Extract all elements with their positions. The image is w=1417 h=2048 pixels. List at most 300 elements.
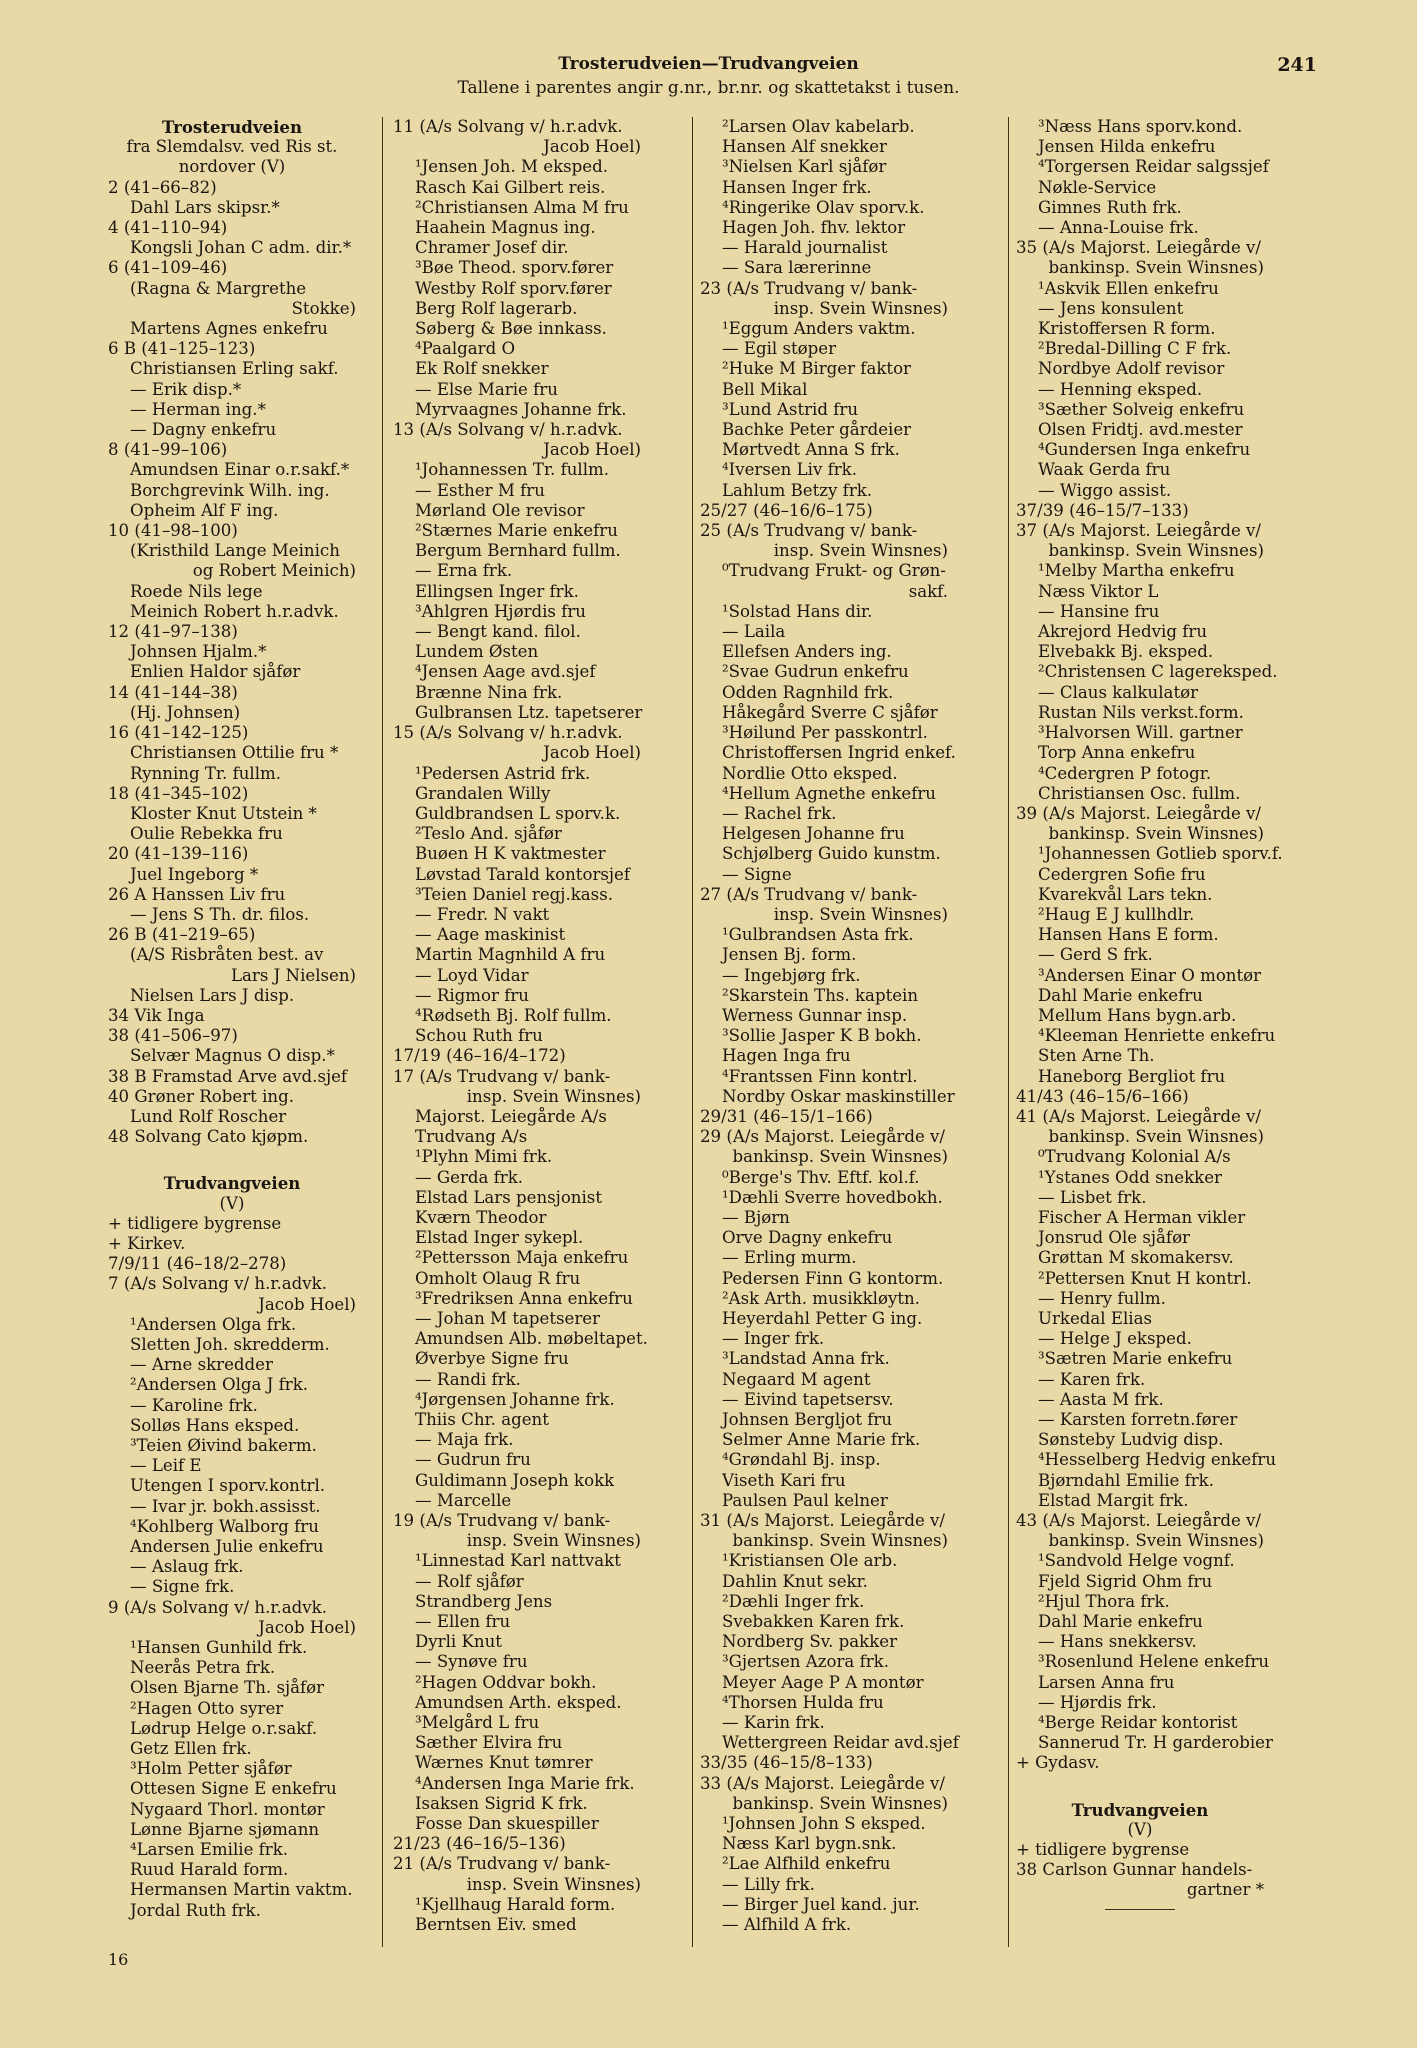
directory-line: 6 B (41–125–123) (108, 339, 256, 359)
directory-line: ¹Kristiansen Ole arb. (722, 1551, 898, 1571)
directory-line: ³Andersen Einar O montør (1038, 965, 1262, 985)
directory-line: Næss Karl bygn.snk. (722, 1834, 897, 1854)
directory-line: Borchgrevink Wilh. ing. (130, 480, 330, 500)
directory-line: Dahlin Knut sekr. (722, 1571, 868, 1591)
directory-line: ¹Ystanes Odd snekker (1038, 1167, 1222, 1187)
directory-line: 34 Vik Inga (108, 1005, 205, 1025)
directory-line: Jensen Hilda enkefru (1038, 137, 1216, 157)
directory-line: 35 (A/s Majorst. Leiegårde v/ (1016, 238, 1262, 258)
directory-line: nordover (V) (178, 157, 286, 177)
directory-line: Oulie Rebekka fru (130, 824, 283, 844)
directory-line: — Johan M tapetserer (415, 1308, 601, 1328)
directory-line: Bergum Bernhard fullm. (415, 541, 621, 561)
directory-line: Schjølberg Guido kunstm. (722, 844, 941, 864)
directory-line: Nøkle-Service (1038, 177, 1157, 197)
directory-line: ⁴Torgersen Reidar salgssjef (1038, 157, 1269, 177)
directory-line: Fosse Dan skuespiller (415, 1814, 599, 1834)
directory-line: ³Landstad Anna frk. (722, 1349, 890, 1369)
directory-line: ⁴Gundersen Inga enkefru (1038, 440, 1251, 460)
directory-line: 2 (41–66–82) (108, 177, 217, 197)
directory-line: 26 A Hanssen Liv fru (108, 884, 286, 904)
directory-line: bankinsp. Svein Winsnes) (732, 1531, 948, 1551)
directory-line: — Rigmor fru (415, 985, 529, 1005)
directory-line: 40 Grøner Robert ing. (108, 1086, 294, 1106)
directory-line: Hagen Inga fru (722, 1046, 851, 1066)
directory-line: 27 (A/s Trudvang v/ bank- (700, 884, 918, 904)
directory-line: — Jens S Th. dr. filos. (130, 904, 310, 924)
directory-line: Nordbye Adolf revisor (1038, 359, 1225, 379)
directory-line: ²Andersen Olga J frk. (130, 1375, 309, 1395)
column-2 (393, 117, 648, 1935)
directory-line: Helgesen Johanne fru (722, 824, 905, 844)
directory-line: — Lisbet frk. (1038, 1187, 1147, 1207)
directory-line: ³Næss Hans sporv.kond. (1038, 117, 1243, 136)
directory-line: Hansen Inger frk. (722, 177, 872, 197)
directory-line: ²Larsen Olav kabelarb. (722, 117, 915, 136)
directory-line: bankinsp. Svein Winsnes) (732, 1147, 948, 1167)
directory-line: Fischer A Herman vikler (1038, 1207, 1246, 1227)
directory-line: — Karsten forretn.fører (1038, 1410, 1238, 1429)
directory-line: Rynning Tr. fullm. (130, 763, 282, 783)
directory-line: 41 (A/s Majorst. Leiegårde v/ (1016, 1106, 1262, 1126)
directory-line: 33 (A/s Majorst. Leiegårde v/ (700, 1773, 946, 1793)
directory-line: Håkegård Sverre C sjåfør (722, 702, 938, 722)
directory-line: Amundsen Arth. eksped. (415, 1692, 622, 1712)
directory-line: Brænne Nina frk. (415, 682, 563, 702)
directory-line: Amundsen Alb. møbeltapet. (415, 1329, 648, 1349)
directory-line: Thiis Chr. agent (415, 1410, 549, 1429)
directory-line: Elstad Inger sykepl. (415, 1228, 584, 1248)
directory-line: Svebakken Karen frk. (722, 1612, 905, 1632)
directory-line: — Aasta M frk. (1038, 1389, 1164, 1409)
directory-line: Løvstad Tarald kontorsjef (415, 864, 631, 884)
column-4 (1016, 117, 1283, 1910)
directory-line: — Erna frk. (415, 561, 513, 581)
directory-line: 8 (41–99–106) (108, 440, 228, 460)
directory-line: 38 Carlson Gunnar handels- (1016, 1860, 1253, 1880)
column-1 (108, 117, 356, 1921)
column-divider (1008, 117, 1009, 1947)
directory-line: Næss Viktor L (1038, 581, 1159, 601)
directory-line: 41/43 (46–15/6–166) (1016, 1086, 1189, 1106)
directory-line: ³Halvorsen Will. gartner (1038, 723, 1243, 743)
directory-line: Sten Arne Th. (1038, 1046, 1155, 1066)
directory-line: ⁰Berge's Thv. Eftf. kol.f. (722, 1167, 920, 1187)
directory-line: — Leif E (130, 1456, 202, 1476)
directory-line: ¹Linnestad Karl nattvakt (415, 1551, 621, 1571)
directory-line: gartner * (1186, 1880, 1264, 1900)
directory-line: — Henry fullm. (1038, 1288, 1166, 1308)
directory-line: — Arne skredder (130, 1355, 273, 1375)
directory-line: Olsen Fridtj. avd.mester (1038, 420, 1243, 440)
directory-line: ²Ask Arth. musikkløytn. (722, 1288, 920, 1308)
directory-line: 17 (A/s Trudvang v/ bank- (393, 1066, 611, 1086)
directory-line: Kongsli Johan C adm. dir.* (130, 238, 352, 258)
directory-line: ¹Solstad Hans dir. (722, 601, 873, 621)
directory-line: Jensen Bj. form. (722, 945, 857, 965)
directory-line: ¹Eggum Anders vaktm. (722, 319, 916, 339)
directory-line: ²Hjul Thora frk. (1038, 1591, 1170, 1611)
directory-line: Grøttan M skomakersv. (1038, 1248, 1234, 1268)
directory-line: ⁴Thorsen Hulda fru (722, 1692, 884, 1712)
directory-line: ¹Johannessen Gotlieb sporv.f. (1038, 844, 1283, 864)
directory-line: Viseth Kari fru (722, 1470, 846, 1490)
section-gap (1016, 1774, 1264, 1800)
directory-line: ³Rosenlund Helene enkefru (1038, 1652, 1270, 1672)
directory-line: ¹Johannessen Tr. fullm. (415, 460, 610, 480)
directory-line: Mørtvedt Anna S frk. (722, 440, 900, 460)
directory-line: (V) (219, 1193, 245, 1213)
directory-line: Gulbransen Ltz. tapetserer (415, 702, 643, 722)
page-header (0, 52, 1417, 100)
directory-line: Westby Rolf sporv.fører (415, 278, 612, 298)
directory-line: Berg Rolf lagerarb. (415, 298, 578, 318)
directory-line: insp. Svein Winsnes) (773, 904, 948, 924)
directory-line: 4 (41–110–94) (108, 218, 228, 238)
directory-line: — Esther M fru (415, 480, 545, 500)
directory-line: Rustan Nils verkst.form. (1038, 702, 1244, 722)
directory-line: 39 (A/s Majorst. Leiegårde v/ (1016, 803, 1262, 823)
directory-line: — Karoline frk. (130, 1395, 258, 1415)
directory-line: ¹Dæhli Sverre hovedbokh. (722, 1187, 943, 1207)
directory-line: 33/35 (46–15/8–133) (700, 1753, 873, 1773)
directory-line: Amundsen Einar o.r.sakf.* (130, 460, 350, 480)
street-heading: Trudvangveien (163, 1173, 301, 1194)
directory-line: Werness Gunnar insp. (722, 1005, 908, 1025)
directory-line: Elvebakk Bj. eksped. (1038, 642, 1214, 662)
directory-line: Meyer Aage P A montør (722, 1672, 924, 1692)
directory-line: 26 B (41–219–65) (108, 925, 256, 945)
directory-line: bankinsp. Svein Winsnes) (732, 1793, 948, 1813)
directory-line: 14 (41–144–38) (108, 682, 238, 702)
directory-line: Stokke) (291, 298, 356, 318)
directory-line: Torp Anna enkefru (1038, 743, 1196, 763)
directory-line: Elstad Margit frk. (1038, 1490, 1189, 1510)
directory-line: — Wiggo assist. (1038, 480, 1172, 500)
directory-line: ³Melgård L fru (415, 1713, 540, 1733)
directory-line: Sæther Elvira fru (415, 1733, 563, 1753)
directory-line: Majorst. Leiegårde A/s (415, 1106, 607, 1126)
directory-line: — Gerda frk. (415, 1167, 524, 1187)
directory-line: ³Bøe Theod. sporv.fører (415, 258, 614, 278)
directory-line: insp. Svein Winsnes) (466, 1874, 641, 1894)
directory-line: Pedersen Finn G kontorm. (722, 1268, 944, 1288)
directory-line: Fjeld Sigrid Ohm fru (1038, 1571, 1213, 1591)
directory-line: Lund Rolf Roscher (130, 1106, 287, 1126)
directory-line: ¹Sandvold Helge vognf. (1038, 1551, 1235, 1571)
directory-line: Larsen Anna fru (1038, 1672, 1175, 1692)
directory-line: — Synøve fru (415, 1652, 528, 1672)
directory-line: 16 (41–142–125) (108, 723, 249, 743)
directory-line: Utengen I sporv.kontrl. (130, 1476, 326, 1496)
directory-line: — Erik disp.* (130, 379, 242, 399)
directory-line: 19 (A/s Trudvang v/ bank- (393, 1511, 611, 1531)
directory-line: Dyrli Knut (415, 1632, 502, 1652)
directory-line: — Laila (722, 622, 786, 642)
directory-line: — Lilly frk. (722, 1874, 815, 1894)
directory-line: Berntsen Eiv. smed (415, 1915, 577, 1935)
directory-line: Ek Rolf snekker (415, 359, 549, 379)
directory-line: ³Høilund Per passkontrl. (722, 723, 928, 743)
directory-line: Getz Ellen frk. (130, 1739, 252, 1759)
directory-line: Sletten Joh. skredderm. (130, 1334, 330, 1354)
directory-line: — Hans snekkersv. (1038, 1632, 1197, 1652)
directory-line: Jacob Hoel) (258, 1294, 356, 1314)
directory-line: Bjørndahl Emilie frk. (1038, 1470, 1215, 1490)
directory-line: — Jens konsulent (1038, 298, 1184, 318)
directory-line: Guldimann Joseph kokk (415, 1470, 615, 1490)
directory-line: 25/27 (46–16/6–175) (700, 500, 873, 520)
directory-line: Dahl Marie enkefru (1038, 1612, 1203, 1632)
directory-line: 21 (A/s Trudvang v/ bank- (393, 1854, 611, 1874)
directory-line: insp. Svein Winsnes) (773, 298, 948, 318)
directory-line: ²Bredal-Dilling C F frk. (1038, 339, 1232, 359)
directory-line: Johnsen Bergljot fru (722, 1410, 893, 1429)
directory-line: Enlien Haldor sjåfør (130, 662, 301, 682)
directory-line: — Fredr. N vakt (415, 904, 550, 924)
directory-line: Nielsen Lars J disp. (130, 985, 295, 1005)
directory-line: + Gydasv. (1016, 1753, 1100, 1773)
directory-line: — Aslaug frk. (130, 1557, 244, 1577)
directory-line: ⁴Jensen Aage avd.sjef (415, 662, 596, 682)
directory-line: ²Hagen Otto syrer (130, 1698, 284, 1718)
directory-line: Opheim Alf F ing. (130, 500, 279, 520)
directory-line: Christiansen Osc. fullm. (1038, 783, 1241, 803)
directory-line: — Karen frk. (1038, 1369, 1146, 1389)
directory-line: ⁰Trudvang Kolonial A/s (1038, 1147, 1231, 1167)
directory-line: — Rachel frk. (722, 803, 837, 823)
directory-line: Nordberg Sv. pakker (722, 1632, 898, 1652)
directory-line: Lundem Østen (415, 642, 539, 662)
directory-line: ⁴Frantssen Finn kontrl. (722, 1066, 918, 1086)
directory-line: Kloster Knut Utstein * (130, 803, 317, 823)
directory-line: 10 (41–98–100) (108, 521, 238, 541)
directory-line: Bell Mikal (722, 379, 808, 399)
directory-line: Odden Ragnhild frk. (722, 682, 894, 702)
directory-line: Andersen Julie enkefru (130, 1537, 324, 1557)
directory-line: sakf. (908, 581, 948, 601)
directory-line: Selvær Magnus O disp.* (130, 1046, 335, 1066)
directory-line: ⁴Berge Reidar kontorist (1038, 1713, 1238, 1733)
directory-line: — Hjørdis frk. (1038, 1692, 1157, 1712)
directory-line: 20 (41–139–116) (108, 844, 249, 864)
directory-line: Gimnes Ruth frk. (1038, 197, 1182, 217)
directory-line: ⁴Paalgard O (415, 339, 516, 359)
directory-line: bankinsp. Svein Winsnes) (1048, 824, 1264, 844)
directory-line: Isaksen Sigrid K frk. (415, 1793, 588, 1813)
directory-line: — Marcelle (415, 1490, 512, 1510)
directory-line: ¹Jensen Joh. M eksped. (415, 157, 608, 177)
directory-line: ³Fredriksen Anna enkefru (415, 1288, 633, 1308)
directory-line: Rasch Kai Gilbert reis. (415, 177, 606, 197)
directory-line: ⁴Andersen Inga Marie frk. (415, 1773, 635, 1793)
directory-line: ¹Plyhn Mimi frk. (415, 1147, 553, 1167)
directory-line: — Signe frk. (130, 1577, 235, 1597)
directory-line: ²Christiansen Alma M fru (415, 197, 629, 217)
directory-line: Hagen Joh. fhv. lektor (722, 218, 906, 238)
directory-line: 9 (A/s Solvang v/ h.r.advk. (108, 1597, 327, 1617)
directory-line: Bachke Peter gårdeier (722, 420, 912, 440)
directory-line: og Robert Meinich) (192, 561, 356, 581)
directory-line: Haahein Magnus ing. (415, 218, 596, 238)
directory-line: ¹Andersen Olga frk. (130, 1314, 297, 1334)
directory-line: Christiansen Erling sakf. (130, 359, 339, 379)
directory-line: ²Svae Gudrun enkefru (722, 662, 909, 682)
column-3 (700, 117, 959, 1935)
directory-line: bankinsp. Svein Winsnes) (1048, 541, 1264, 561)
directory-line: — Ivar jr. bokh.assisst. (130, 1496, 321, 1516)
directory-line: + tidligere bygrense (1016, 1840, 1190, 1860)
directory-line: (Hj. Johnsen) (130, 702, 241, 722)
directory-line: ²Huke M Birger faktor (722, 359, 911, 379)
directory-line: 21/23 (46–16/5–136) (393, 1834, 566, 1854)
street-heading: Trosterudveien (161, 117, 303, 137)
directory-line: ²Pettersen Knut H kontrl. (1038, 1268, 1252, 1288)
directory-line: Lønne Bjarne sjømann (130, 1819, 320, 1839)
page-number: 241 (1277, 54, 1317, 76)
directory-line: Nordby Oskar maskinstiller (722, 1086, 955, 1106)
directory-line: 12 (41–97–138) (108, 622, 238, 642)
directory-line: 6 (41–109–46) (108, 258, 228, 278)
page-subtitle: Tallene i parentes angir g.nr., br.nr. og skattetakst i tusen. (457, 78, 960, 98)
directory-line: Heyerdahl Petter G ing. (722, 1308, 923, 1328)
directory-line: bankinsp. Svein Winsnes) (1048, 1127, 1264, 1147)
directory-line: Sønsteby Ludvig disp. (1038, 1430, 1224, 1450)
directory-line: ¹Kjellhaug Harald form. (415, 1894, 616, 1914)
directory-line: Martens Agnes enkefru (130, 319, 328, 339)
directory-line: Strandberg Jens (415, 1591, 553, 1611)
directory-line: — Herman ing.* (130, 399, 266, 419)
directory-line: ⁴Kohlberg Walborg fru (130, 1516, 319, 1536)
directory-line: ¹Melby Martha enkefru (1038, 561, 1235, 581)
directory-line: ²Dæhli Inger frk. (722, 1591, 865, 1611)
directory-line: 37/39 (46–15/7–133) (1016, 500, 1189, 520)
directory-line: — Gerd S frk. (1038, 945, 1153, 965)
directory-line: (V) (1127, 1819, 1153, 1839)
directory-line: Jonsrud Ole sjåfør (1038, 1228, 1190, 1248)
directory-line: ²Haug E J kullhdlr. (1038, 904, 1195, 924)
directory-line: Grandalen Willy (415, 783, 551, 803)
directory-line: 18 (41–345–102) (108, 783, 249, 803)
directory-line: ¹Askvik Ellen enkefru (1038, 278, 1219, 298)
directory-line: ²Hagen Oddvar bokh. (415, 1672, 597, 1692)
directory-line: Jacob Hoel) (543, 440, 641, 460)
directory-line: — Claus kalkulatør (1038, 682, 1199, 702)
directory-line: Elstad Lars pensjonist (415, 1187, 602, 1207)
directory-line: — Ingebjørg frk. (722, 965, 861, 985)
directory-line: ²Stærnes Marie enkefru (415, 521, 618, 541)
directory-line: 17/19 (46–16/4–172) (393, 1046, 566, 1066)
directory-line: (Kristhild Lange Meinich (130, 541, 340, 561)
directory-line: ²Christensen C lagereksped. (1038, 662, 1278, 682)
directory-line: Hermansen Martin vaktm. (130, 1880, 353, 1900)
directory-line: Omholt Olaug R fru (415, 1268, 581, 1288)
directory-line: Jacob Hoel) (543, 743, 641, 763)
directory-line: — Randi frk. (415, 1369, 521, 1389)
directory-line: Christiansen Ottilie fru * (130, 743, 339, 763)
column-divider (382, 117, 383, 1947)
directory-line: ³Sollie Jasper K B bokh. (722, 1026, 922, 1046)
directory-line: insp. Svein Winsnes) (773, 541, 948, 561)
directory-line: 23 (A/s Trudvang v/ bank- (700, 278, 918, 298)
directory-line: — Henning eksped. (1038, 379, 1203, 399)
directory-line: — Karin frk. (722, 1713, 825, 1733)
directory-line: ²Pettersson Maja enkefru (415, 1248, 629, 1268)
directory-line: ⁴Jørgensen Johanne frk. (415, 1389, 615, 1409)
directory-line: Kværn Theodor (415, 1207, 547, 1227)
directory-line: ¹Johnsen John S eksped. (722, 1814, 926, 1834)
directory-line: Meinich Robert h.r.advk. (130, 601, 339, 621)
directory-line: Johnsen Hjalm.* (130, 642, 267, 662)
directory-line: — Anna-Louise frk. (1038, 218, 1199, 238)
page-folio: 16 (108, 1950, 129, 1969)
directory-line: Urkedal Elias (1038, 1308, 1153, 1328)
directory-line: Sannerud Tr. H garderobier (1038, 1733, 1273, 1753)
end-rule (1105, 1909, 1175, 1910)
directory-line: 11 (A/s Solvang v/ h.r.advk. (393, 117, 623, 136)
directory-line: ²Lae Alfhild enkefru (722, 1854, 891, 1874)
directory-line: ⁰Trudvang Frukt- og Grøn- (722, 561, 946, 581)
directory-line: ⁴Grøndahl Bj. insp. (722, 1450, 881, 1470)
directory-line: — Inger frk. (722, 1329, 825, 1349)
directory-line: Ruud Harald form. (130, 1860, 289, 1880)
directory-line: Ellefsen Anders ing. (722, 642, 892, 662)
directory-line: ⁴Hellum Agnethe enkefru (722, 783, 936, 803)
directory-line: 38 (41–506–97) (108, 1026, 238, 1046)
directory-line: Neerås Petra frk. (130, 1658, 276, 1678)
directory-line: Jacob Hoel) (258, 1617, 356, 1637)
directory-line: 29 (A/s Majorst. Leiegårde v/ (700, 1127, 946, 1147)
directory-line: Wettergreen Reidar avd.sjef (722, 1733, 959, 1753)
directory-line: 37 (A/s Majorst. Leiegårde v/ (1016, 521, 1262, 541)
directory-line: 29/31 (46–15/1–166) (700, 1106, 873, 1126)
directory-line: — Egil støper (722, 339, 837, 359)
directory-line: Haneborg Bergliot fru (1038, 1066, 1226, 1086)
directory-line: bankinsp. Svein Winsnes) (1048, 258, 1264, 278)
directory-line: 7/9/11 (46–18/2–278) (108, 1254, 287, 1274)
directory-line: ⁴Ringerike Olav sporv.k. (722, 197, 925, 217)
directory-line: 38 B Framstad Arve avd.sjef (108, 1066, 348, 1086)
directory-line: 48 Solvang Cato kjøpm. (108, 1127, 309, 1147)
directory-line: Roede Nils lege (130, 581, 263, 601)
street-heading: Trudvangveien (1071, 1799, 1209, 1820)
directory-line: Paulsen Paul kelner (722, 1490, 888, 1510)
directory-line: — Signe (722, 864, 792, 884)
directory-line: ³Gjertsen Azora frk. (722, 1652, 889, 1672)
directory-line: Mellum Hans bygn.arb. (1038, 1005, 1237, 1025)
directory-line: Hansen Hans E form. (1038, 925, 1219, 945)
directory-line: ³Teien Daniel regj.kass. (415, 884, 613, 904)
directory-line: — Alfhild A frk. (722, 1915, 852, 1935)
directory-line: 15 (A/s Solvang v/ h.r.advk. (393, 723, 623, 743)
column-divider (692, 117, 693, 1947)
directory-line: — Ellen fru (415, 1612, 511, 1632)
directory-line: Kvarekvål Lars tekn. (1038, 884, 1213, 904)
directory-line: Lødrup Helge o.r.sakf. (130, 1718, 318, 1738)
directory-line: (A/S Risbråten best. av (130, 945, 324, 965)
directory-line: 13 (A/s Solvang v/ h.r.advk. (393, 420, 623, 440)
directory-line: — Hansine fru (1038, 601, 1160, 621)
directory-line: Ellingsen Inger frk. (415, 581, 579, 601)
directory-line: Myrvaagnes Johanne frk. (415, 399, 627, 419)
directory-line: ¹Hansen Gunhild frk. (130, 1638, 308, 1658)
directory-line: Nygaard Thorl. montør (130, 1799, 325, 1819)
directory-line: Trudvang A/s (415, 1127, 528, 1147)
directory-line: 25 (A/s Trudvang v/ bank- (700, 521, 918, 541)
directory-line: Øverbye Signe fru (415, 1349, 569, 1369)
section-gap (108, 1147, 356, 1173)
directory-line: — Eivind tapetsersv. (722, 1389, 894, 1409)
